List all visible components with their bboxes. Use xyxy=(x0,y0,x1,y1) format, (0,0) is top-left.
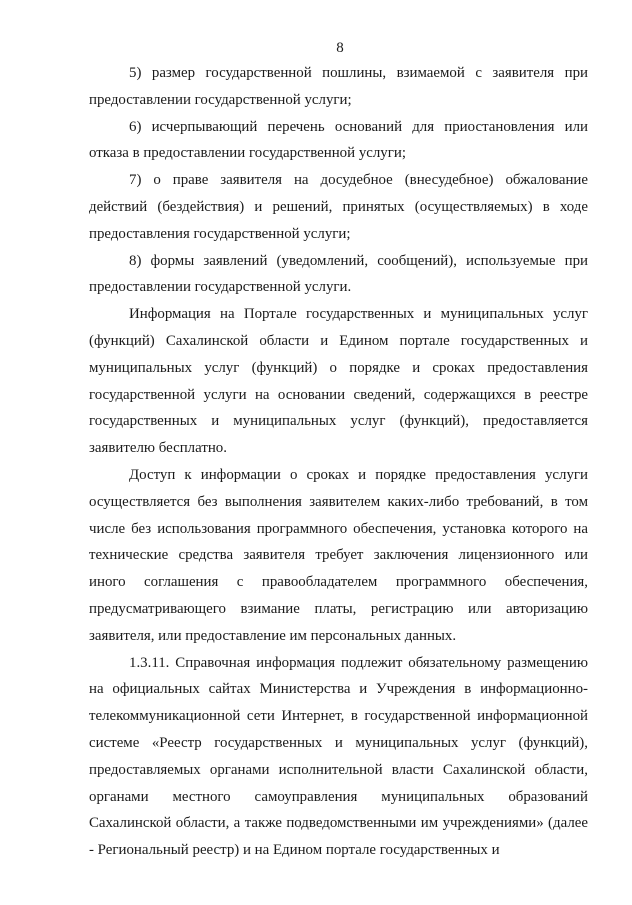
paragraph-item-7-appeal-rights: 7) о праве заявителя на досудебное (внесудебное) обжалование действий (бездействия) и решений, принятых (осуществляемых) в ходе предоставления государственной услуги; xyxy=(89,172,588,242)
paragraph-item-5-fee: 5) размер государственной пошлины, взимаемой с заявителя при предоставлении государственной услуги; xyxy=(89,65,588,108)
page-number: 8 xyxy=(336,40,344,56)
document-body xyxy=(89,60,588,864)
paragraph-access-conditions: Доступ к информации о сроках и порядке предоставления услуги осуществляется без выполнения заявителем каких-либо требований, в том числе без использования программного обеспечения, установка которого на технические средства заявителя требует заключения лицензионного или иного соглашения с правообладателем программного обеспечения, предусматривающего взимание платы, регистрацию или авторизацию заявителя, или предоставление им персональных данных. xyxy=(89,466,588,644)
paragraph-item-8-application-forms: 8) формы заявлений (уведомлений, сообщений), используемые при предоставлении государственной услуги. xyxy=(89,252,588,296)
paragraph-portal-information: Информация на Портале государственных и муниципальных услуг (функций) Сахалинской области и Едином портале государственных и муниципальных услуг (функций) о порядке и сроках предоставления государственной услуги на основании сведений, содержащихся в реестре государственных и муниципальных услуг (функций), предоставляется заявителю бесплатно. xyxy=(89,306,588,457)
paragraph-section-1-3-11: 1.3.11. Справочная информация подлежит обязательному размещению на официальных сайтах Министерства и Учреждения в информационно-телекоммуникационной сети Интернет, в государственной информационной системе «Реестр государственных и муниципальных услуг (функций), предоставляемых органами исполнительной власти Сахалинской области, органами местного самоуправления муниципальных образований Сахалинской области, а также подведомственными им учреждениями» (далее - Региональный реестр) и на Едином портале государственных и xyxy=(89,654,588,859)
paragraph-item-6-refusal-grounds: 6) исчерпывающий перечень оснований для приостановления или отказа в предоставлении государственной услуги; xyxy=(89,118,588,162)
